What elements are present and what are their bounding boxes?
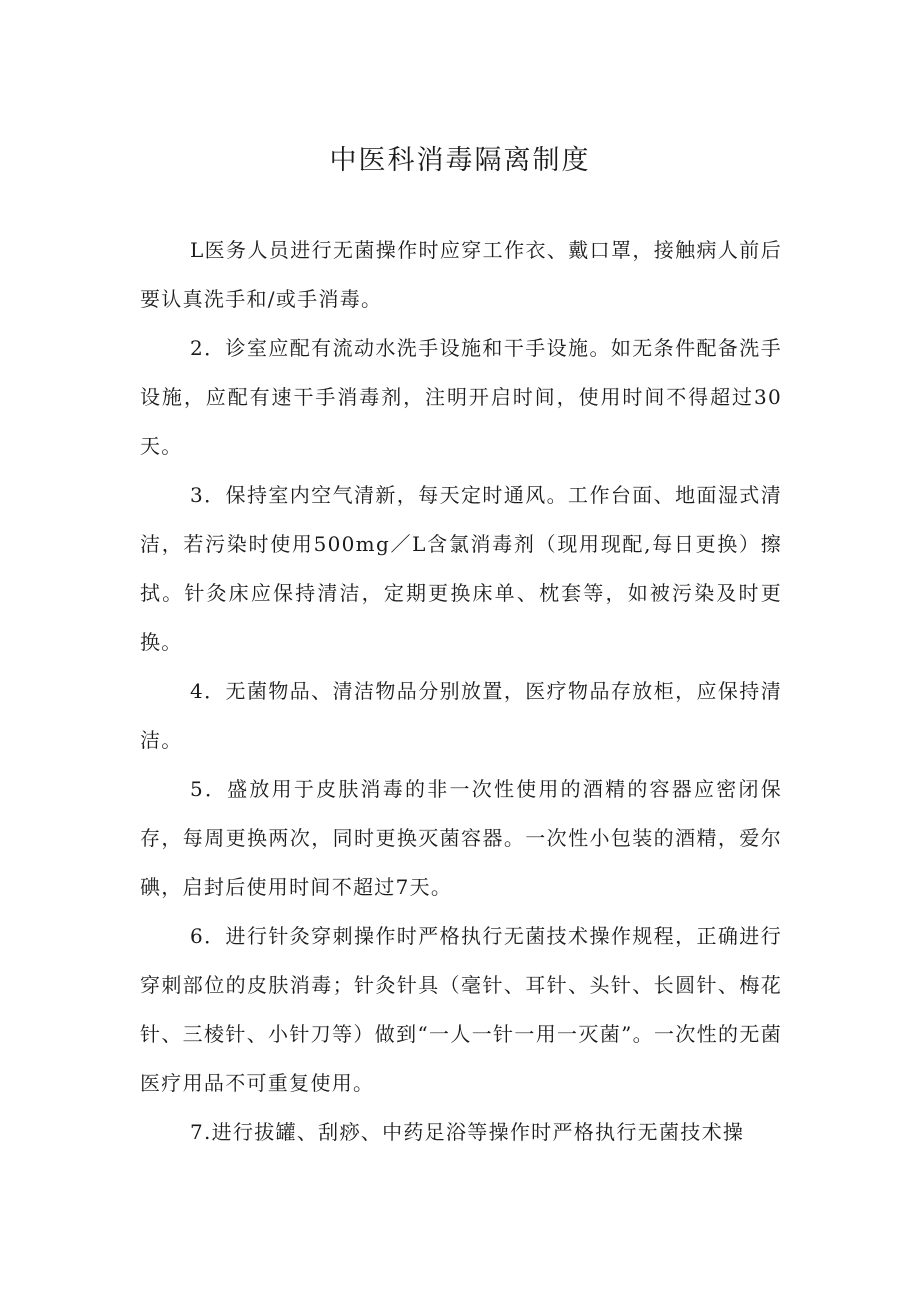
- paragraph-1: L医务人员进行无菌操作时应穿工作衣、戴口罩，接触病人前后要认真洗手和/或手消毒。: [140, 238, 782, 311]
- paragraph-5: 5．盛放用于皮肤消毒的非一次性使用的酒精的容器应密闭保存，每周更换两次，同时更换灭菌容器。一次性小包装的酒精，爱尔碘，启封后使用时间不超过7天。: [140, 777, 782, 899]
- paragraph-4: 4．无菌物品、清洁物品分别放置，医疗物品存放柜，应保持清洁。: [140, 679, 782, 752]
- paragraph-3: 3．保持室内空气清新，每天定时通风。工作台面、地面湿式清洁，若污染时使用500mg／L含氯消毒剂（现用现配,每日更换）擦拭。针灸床应保持清洁，定期更换床单、枕套等，如被污染及时更换。: [140, 483, 782, 654]
- paragraph-6: 6．进行针灸穿刺操作时严格执行无菌技术操作规程，正确进行穿刺部位的皮肤消毒；针灸针具（毫针、耳针、头针、长圆针、梅花针、三棱针、小针刀等）做到“一人一针一用一灭菌”。一次性的无菌医疗用品不可重复使用。: [140, 924, 782, 1095]
- paragraph-7: 7.进行拔罐、刮痧、中药足浴等操作时严格执行无菌技术操: [190, 1120, 745, 1144]
- document-body: [140, 226, 782, 1157]
- paragraph-2: 2．诊室应配有流动水洗手设施和干手设施。如无条件配备洗手设施，应配有速干手消毒剂，注明开启时间，使用时间不得超过30天。: [140, 336, 782, 458]
- document-title: 中医科消毒隔离制度: [329, 145, 591, 176]
